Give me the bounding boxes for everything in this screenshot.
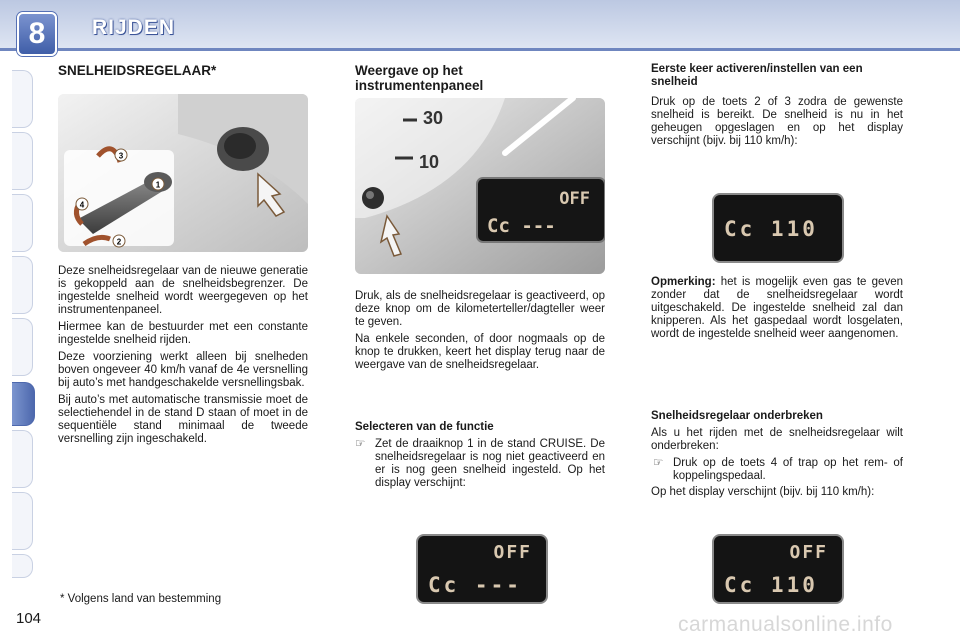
side-tab[interactable] <box>12 132 33 190</box>
subheading-select-function: Selecteren van de functie <box>355 421 494 433</box>
note-label: Opmerking: <box>651 276 716 288</box>
side-tab[interactable] <box>12 256 33 314</box>
note-text: het is mogelijk even gas te geven zonder dat de snelheidsregelaar wordt uitgeschakeld. De ingestelde snelheid zal dan knipperen. Als het gaspedaal wordt losgelaten, wordt de ingestelde snelheid weer aangenomen. <box>651 276 903 340</box>
gauge-display-line1: OFF <box>559 189 590 209</box>
paragraph: Bij auto’s met automatische transmissie moet de selectiehendel in de stand D staan of moet in de sequentiële stand minimaal de tweede versnelling zijn ingeschakeld. <box>58 394 308 445</box>
paragraph: Deze voorziening werkt alleen bij snelheden boven ongeveer 40 km/h vanaf de 4e versnelling bij auto’s met handgeschakelde versnellingsbak. <box>58 351 308 389</box>
hand-pointer-icon: ☞ <box>653 457 664 469</box>
cruise-control-stalk-illustration <box>58 94 308 252</box>
col3-paragraph2 <box>651 427 903 457</box>
side-tab[interactable] <box>12 318 33 376</box>
chapter-number-badge: 8 <box>17 12 57 56</box>
callout-2: 2 <box>116 237 122 247</box>
side-tab-active[interactable] <box>12 382 35 426</box>
side-tab[interactable] <box>12 430 33 488</box>
display-speed-set <box>712 193 844 263</box>
paragraph: Op het display verschijnt (bijv. bij 110 km/h): <box>651 486 875 498</box>
paragraph: Druk, als de snelheidsregelaar is geactiveerd, op deze knop om de kilometerteller/dagteller weer te geven. <box>355 290 605 328</box>
col2-body <box>355 290 605 376</box>
gauge-drawing <box>355 98 605 274</box>
instrument-panel-illustration <box>355 98 605 274</box>
footnote: * Volgens land van bestemming <box>60 593 222 605</box>
paragraph: Na enkele seconden, of door nogmaals op de knop te drukken, keert het display terug naar de weergave van de snelheidsregelaar. <box>355 333 605 371</box>
header-rule <box>0 48 960 51</box>
hand-pointer-icon: ☞ <box>355 438 366 450</box>
gauge-label-10: 10 <box>419 152 440 172</box>
side-tab[interactable] <box>12 554 33 578</box>
bullet-text: Druk op de toets 4 of trap op het rem- of koppelingspedaal. <box>673 457 903 482</box>
chapter-title: RIJDEN <box>92 16 176 39</box>
bullet-text: Zet de draaiknop 1 in de stand CRUISE. De snelheidsregelaar is nog niet geactiveerd en er is nog geen snelheid ingesteld. Op het display verschijnt: <box>375 438 605 489</box>
side-tab[interactable] <box>12 70 33 128</box>
paragraph: Deze snelheidsregelaar van de nieuwe generatie is gekoppeld aan de snelheidsbegrenzer. De ingestelde snelheid wordt weergegeven op het instrumentenpaneel. <box>58 265 308 316</box>
side-tab[interactable] <box>12 194 33 252</box>
subheading-first-activation: Eerste keer activeren/instellen van een snelheid <box>651 63 863 88</box>
paragraph: Druk op de toets 2 of 3 zodra de gewenste snelheid is bereikt. De snelheid is nu in het geheugen opgeslagen en op het display verschijnt (bijv. bij 110 km/h): <box>651 96 903 147</box>
bullet-interrupt <box>653 457 903 483</box>
paragraph: Hiermee kan de bestuurder met een constante ingestelde snelheid rijden. <box>58 321 308 346</box>
col3-paragraph3 <box>651 486 903 503</box>
display-line2: Cc 110 <box>724 573 818 597</box>
col1-body <box>58 265 308 450</box>
callout-1: 1 <box>155 180 161 190</box>
callout-3: 3 <box>118 151 124 161</box>
callout-4: 4 <box>79 200 85 210</box>
display-interrupted <box>712 534 844 604</box>
gauge-label-30: 30 <box>423 108 444 128</box>
display-line2: Cc 110 <box>724 217 818 241</box>
subheading-interrupt: Snelheidsregelaar onderbreken <box>651 410 823 422</box>
page-number: 104 <box>16 610 42 627</box>
col3-note <box>651 276 903 345</box>
watermark: carmanualsonline.info <box>678 613 893 636</box>
display-line1: OFF <box>789 542 828 563</box>
display-line1: OFF <box>493 542 532 563</box>
bullet-select-function <box>355 438 605 490</box>
paragraph: Als u het rijden met de snelheidsregelaar wilt onderbreken: <box>651 427 903 452</box>
stalk-drawing <box>58 94 308 252</box>
section-heading-display: Weergave op het instrumentenpaneel <box>355 63 484 93</box>
col3-paragraph1 <box>651 96 903 152</box>
display-line2: Cc --- <box>428 573 522 597</box>
gauge-display-line2: Cc --- <box>487 215 556 237</box>
section-heading-cruise-control: SNELHEIDSREGELAAR* <box>58 63 217 78</box>
side-tab[interactable] <box>12 492 33 550</box>
display-off-screen <box>416 534 548 604</box>
